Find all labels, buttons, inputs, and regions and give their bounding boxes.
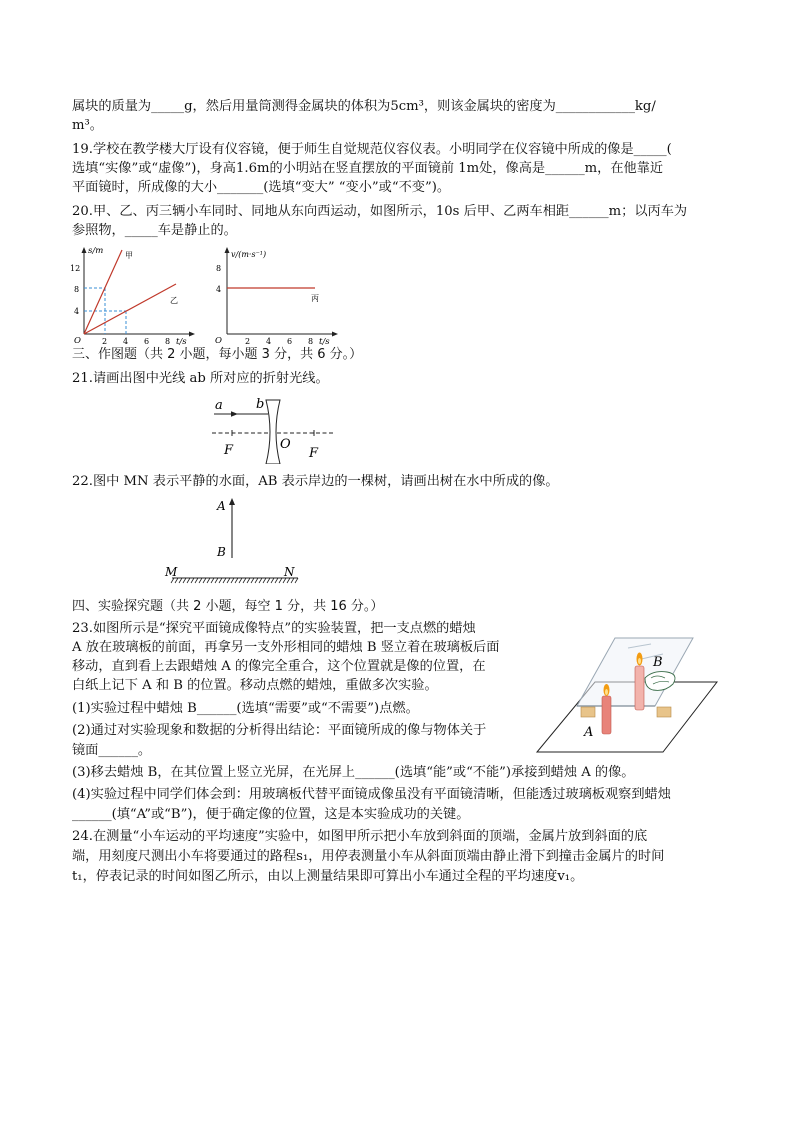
st-ytick-12: 12	[70, 264, 81, 273]
text-line: 属块的质量为_____g，然后用量筒测得金属块的体积为5cm³，则该金属块的密度为____________kg/	[72, 99, 656, 114]
text-line: (3)移去蜡烛 B，在其位置上竖立光屏，在光屏上______(选填“能”或“不能”)承接到蜡烛 A 的像。	[72, 765, 635, 780]
st-xtick-4: 4	[123, 337, 129, 346]
hatch-mark	[223, 578, 226, 583]
vt-xtick-6: 6	[287, 337, 293, 346]
label-candle-B: B	[653, 655, 663, 670]
hatch-mark	[275, 578, 278, 583]
hatch-mark	[215, 578, 218, 583]
vt-xlabel: t/s	[319, 337, 330, 346]
hatch-mark	[295, 578, 298, 583]
vt-xtick-8: 8	[308, 337, 314, 346]
text-line: 24.在测量“小车运动的平均速度”实验中，如图甲所示把小车放到斜面的顶端，金属片放到斜面的底	[72, 829, 648, 844]
hatch-mark	[211, 578, 214, 583]
st-origin: O	[74, 336, 81, 346]
label-b: b	[256, 397, 265, 412]
st-graph	[66, 244, 196, 346]
st-xtick-6: 6	[144, 337, 150, 346]
concave-lens	[266, 400, 280, 464]
hatch-mark	[271, 578, 274, 583]
vt-ylabel: v/(m·s⁻¹)	[231, 250, 267, 259]
hatch-mark	[235, 578, 238, 583]
text-line: (4)实验过程中同学们体会到：用玻璃板代替平面镜成像虽没有平面镜清晰，但能透过玻璃板观察到蜡烛	[72, 787, 671, 802]
text-line: 选填“实像”或“虚像”)，身高1.6m的小明站在竖直摆放的平面镜前 1m处，像高是______m，在他靠近	[72, 161, 664, 176]
text-line: (2)通过对实验现象和数据的分析得出结论：平面镜所成的像与物体关于	[72, 723, 487, 738]
plane-mirror-figure	[533, 634, 723, 758]
label-F-left: F	[224, 443, 234, 458]
hatch-mark	[247, 578, 250, 583]
vt-graph	[205, 244, 340, 346]
st-label-yi: 乙	[170, 296, 178, 305]
block-right	[657, 707, 671, 717]
label-B: B	[217, 545, 226, 559]
hatch-mark	[187, 578, 190, 583]
vt-ytick-8: 8	[216, 264, 222, 273]
candle-B	[635, 666, 644, 710]
text-line: 镜面______。	[72, 743, 152, 758]
text-line: 平面镜时，所成像的大小_______(选填“变大” “变小”或“不变”)。	[72, 180, 451, 195]
text-line: 21.请画出图中光线 ab 所对应的折射光线。	[72, 371, 329, 386]
text-line: ______(填“A”或“B”)，便于确定像的位置，这是本实验成功的关键。	[72, 807, 470, 822]
label-a: a	[215, 398, 223, 413]
label-M: M	[165, 565, 178, 579]
text-line: 22.图中 MN 表示平静的水面，AB 表示岸边的一棵树，请画出树在水中所成的像。	[72, 474, 559, 489]
candle-A	[602, 696, 611, 734]
label-candle-A: A	[584, 725, 594, 740]
hatch-mark	[183, 578, 186, 583]
hatch-mark	[199, 578, 202, 583]
line-jia	[84, 250, 122, 334]
hatch-mark	[179, 578, 182, 583]
hatch-mark	[251, 578, 254, 583]
text-line: 23.如图所示是“探究平面镜成像特点”的实验装置，把一支点燃的蜡烛	[72, 621, 476, 636]
text-line: 19.学校在教学楼大厅设有仪容镜，便于师生自觉规范仪容仪表。小明同学在仪容镜中所成的像是_____(	[72, 142, 672, 157]
hatch-mark	[203, 578, 206, 583]
tree-water-figure	[160, 494, 310, 586]
text-line: 移动，直到看上去跟蜡烛 A 的像完全重合，这个位置就是像的位置，在	[72, 659, 486, 674]
hatch-mark	[207, 578, 210, 583]
vt-xtick-4: 4	[266, 337, 272, 346]
hatch-mark	[279, 578, 282, 583]
hatch-mark	[267, 578, 270, 583]
hatch-mark	[255, 578, 258, 583]
vt-xtick-2: 2	[245, 337, 251, 346]
st-ytick-8: 8	[74, 285, 80, 294]
label-A: A	[217, 499, 226, 513]
vt-origin: O	[215, 336, 222, 346]
label-F-right: F	[309, 446, 319, 461]
hatch-mark	[263, 578, 266, 583]
text-line: 20.甲、乙、丙三辆小车同时、同地从东向西运动，如图所示，10s 后甲、乙两车相距______m；以丙车为	[72, 204, 688, 219]
concave-lens-figure	[208, 392, 338, 464]
vt-label-bing: 丙	[311, 294, 319, 303]
hatch-mark	[191, 578, 194, 583]
label-O: O	[280, 437, 291, 452]
section-heading: 四、实验探究题（共 2 小题，每空 1 分，共 16 分。）	[72, 599, 384, 614]
vt-ytick-4: 4	[216, 285, 222, 294]
label-N: N	[284, 565, 295, 579]
line-yi	[84, 284, 176, 334]
text-line: 白纸上记下 A 和 B 的位置。移动点燃的蜡烛，重做多次实验。	[72, 678, 438, 693]
text-line: (1)实验过程中蜡烛 B______(选填“需要”或“不需要”)点燃。	[72, 701, 419, 716]
st-xtick-2: 2	[102, 337, 108, 346]
text-line: 端，用刻度尺测出小车将要通过的路程s₁，用停表测量小车从斜面顶端由静止滑下到撞击金属片的时间	[72, 849, 665, 864]
text-line: m³。	[72, 118, 103, 133]
section-heading: 三、作图题（共 2 小题，每小题 3 分，共 6 分。）	[72, 347, 363, 362]
hatch-mark	[227, 578, 230, 583]
text-line: 参照物，_____车是静止的。	[72, 223, 237, 238]
hatch-mark	[243, 578, 246, 583]
text-line: A 放在玻璃板的前面，再拿另一支外形相同的蜡烛 B 竖立着在玻璃板后面	[72, 640, 500, 655]
block-left	[581, 707, 595, 717]
st-ytick-4: 4	[74, 307, 80, 316]
st-label-jia: 甲	[125, 251, 133, 260]
st-xtick-8: 8	[165, 337, 171, 346]
hatch-mark	[259, 578, 262, 583]
hatch-mark	[231, 578, 234, 583]
st-xlabel: t/s	[176, 337, 187, 346]
st-ylabel: s/m	[88, 246, 104, 256]
text-line: t₁，停表记录的时间如图乙所示，由以上测量结果即可算出小车通过全程的平均速度v₁。	[72, 869, 584, 884]
hatch-mark	[219, 578, 222, 583]
hatch-mark	[239, 578, 242, 583]
hatch-mark	[195, 578, 198, 583]
